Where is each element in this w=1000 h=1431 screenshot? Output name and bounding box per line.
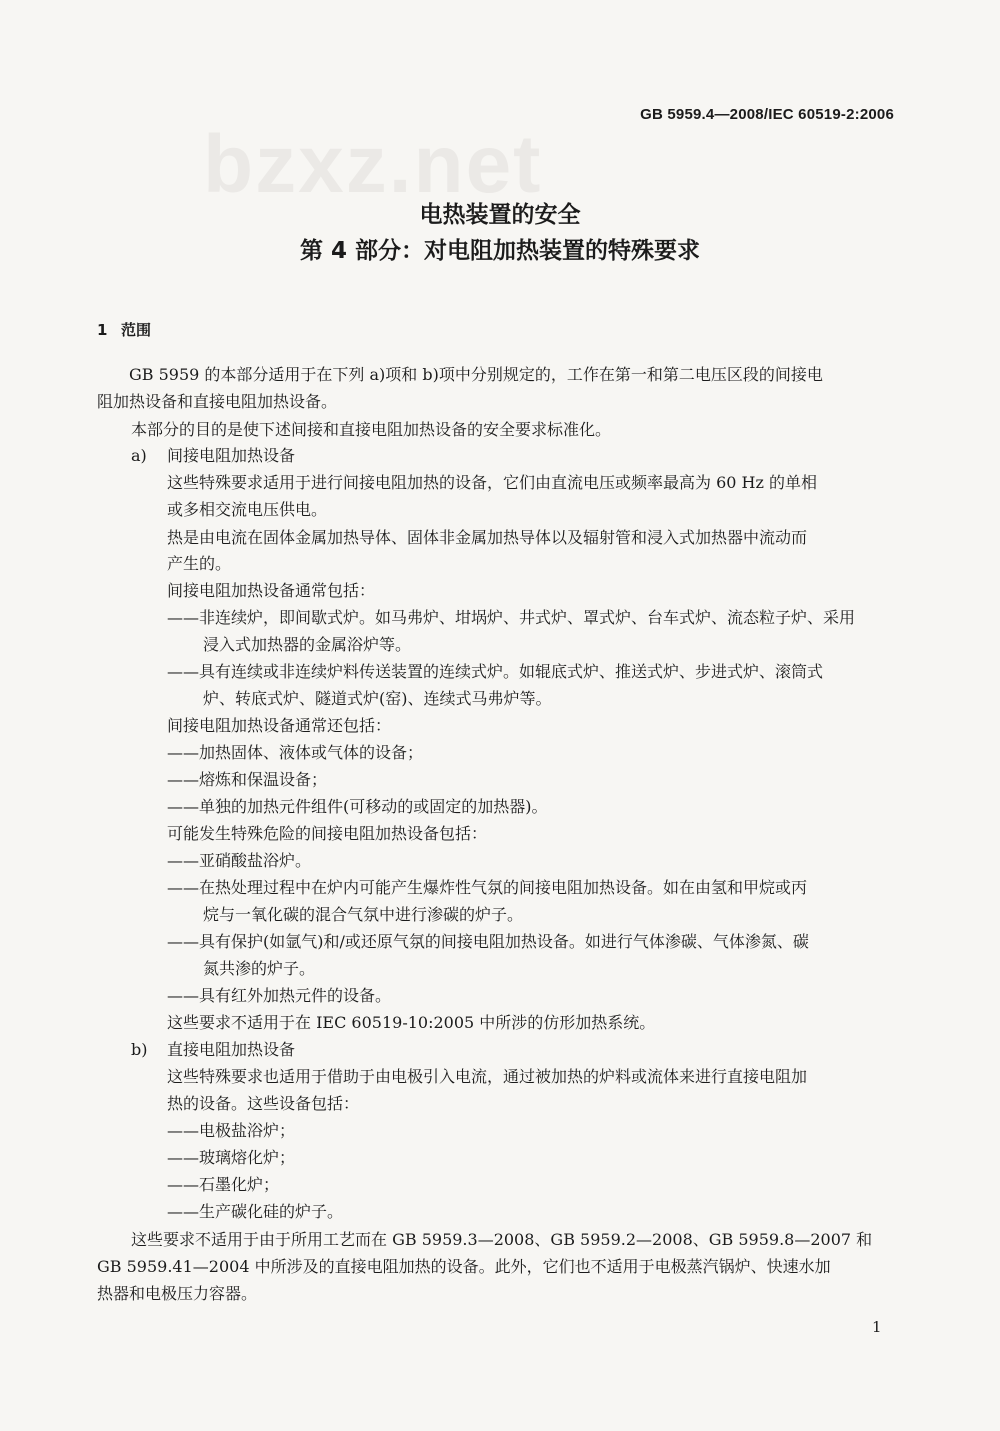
body-line: 间接电阻加热设备通常还包括： (167, 716, 392, 735)
list-item: ——石墨化炉； (167, 1175, 280, 1194)
body-line: 阻加热设备和直接电阻加热设备。 (97, 392, 338, 411)
body-line: 热的设备。这些设备包括： (167, 1094, 360, 1113)
list-item: ——生产碳化硅的炉子。 (167, 1202, 344, 1221)
document-code: GB 5959.4—2008/IEC 60519-2:2006 (640, 106, 894, 123)
body-line: 这些要求不适用于由于所用工艺而在 GB 5959.3—2008、GB 5959.2—2008、GB 5959.8—2007 和 (131, 1230, 873, 1249)
body-line: 或多相交流电压供电。 (167, 500, 328, 519)
section-heading (97, 319, 151, 340)
list-item: ——加热固体、液体或气体的设备； (167, 743, 424, 762)
list-item-continuation: 烷与一氧化碳的混合气氛中进行渗碳的炉子。 (203, 905, 524, 924)
body-line: 产生的。 (167, 554, 232, 573)
list-item: ——具有保护(如氩气)和/或还原气氛的间接电阻加热设备。如进行气体渗碳、气体渗氮、碳 (167, 932, 809, 951)
list-item-continuation: 浸入式加热器的金属浴炉等。 (203, 635, 412, 654)
list-item: ——熔炼和保温设备； (167, 770, 328, 789)
list-item: ——玻璃熔化炉； (167, 1148, 296, 1167)
list-item: ——具有连续或非连续炉料传送装置的连续式炉。如辊底式炉、推送式炉、步进式炉、滚筒式 (167, 662, 824, 681)
body-line: GB 5959 的本部分适用于在下列 a)项和 b)项中分别规定的，工作在第一和第二电压区段的间接电 (129, 365, 823, 384)
section-number: 1 (97, 321, 108, 339)
section-title: 范围 (121, 321, 152, 339)
watermark: bzxz.net (203, 119, 543, 210)
list-item: ——在热处理过程中在炉内可能产生爆炸性气氛的间接电阻加热设备。如在由氢和甲烷或丙 (167, 878, 808, 897)
body-line: 这些特殊要求适用于进行间接电阻加热的设备，它们由直流电压或频率最高为 60 Hz 的单相 (167, 473, 818, 492)
list-item: ——非连续炉，即间歇式炉。如马弗炉、坩埚炉、井式炉、罩式炉、台车式炉、流态粒子炉、采用 (167, 608, 856, 627)
title-line-2: 第 4 部分：对电阻加热装置的特殊要求 (299, 238, 701, 264)
list-item-continuation: 炉、转底式炉、隧道式炉(窑)、连续式马弗炉等。 (203, 689, 552, 708)
body-line: 热器和电极压力容器。 (97, 1284, 258, 1303)
body-line: 这些要求不适用于在 IEC 60519-10:2005 中所涉的仿形加热系统。 (167, 1013, 656, 1032)
title-line-1: 电热装置的安全 (419, 202, 581, 228)
page-number: 1 (872, 1318, 882, 1336)
body-line: 这些特殊要求也适用于借助于由电极引入电流，通过被加热的炉料或流体来进行直接电阻加 (167, 1067, 808, 1086)
body-line: 间接电阻加热设备通常包括： (167, 581, 376, 600)
list-item: ——亚硝酸盐浴炉。 (167, 851, 312, 870)
body-line: 本部分的目的是使下述间接和直接电阻加热设备的安全要求标准化。 (131, 420, 612, 439)
body-line: GB 5959.41—2004 中所涉及的直接电阻加热的设备。此外，它们也不适用于电极蒸汽锅炉、快速水加 (97, 1257, 831, 1276)
list-item: ——电极盐浴炉； (167, 1121, 296, 1140)
list-marker: a) (131, 446, 147, 465)
body-line: 可能发生特殊危险的间接电阻加热设备包括： (167, 824, 488, 843)
list-marker: b) (131, 1040, 148, 1059)
list-item: ——具有红外加热元件的设备。 (167, 986, 392, 1005)
subsection-heading: 直接电阻加热设备 (167, 1040, 296, 1059)
list-item-continuation: 氮共渗的炉子。 (203, 959, 316, 978)
list-item: ——单独的加热元件组件(可移动的或固定的加热器)。 (167, 797, 548, 816)
subsection-heading: 间接电阻加热设备 (167, 446, 296, 465)
body-line: 热是由电流在固体金属加热导体、固体非金属加热导体以及辐射管和浸入式加热器中流动而 (167, 528, 808, 547)
